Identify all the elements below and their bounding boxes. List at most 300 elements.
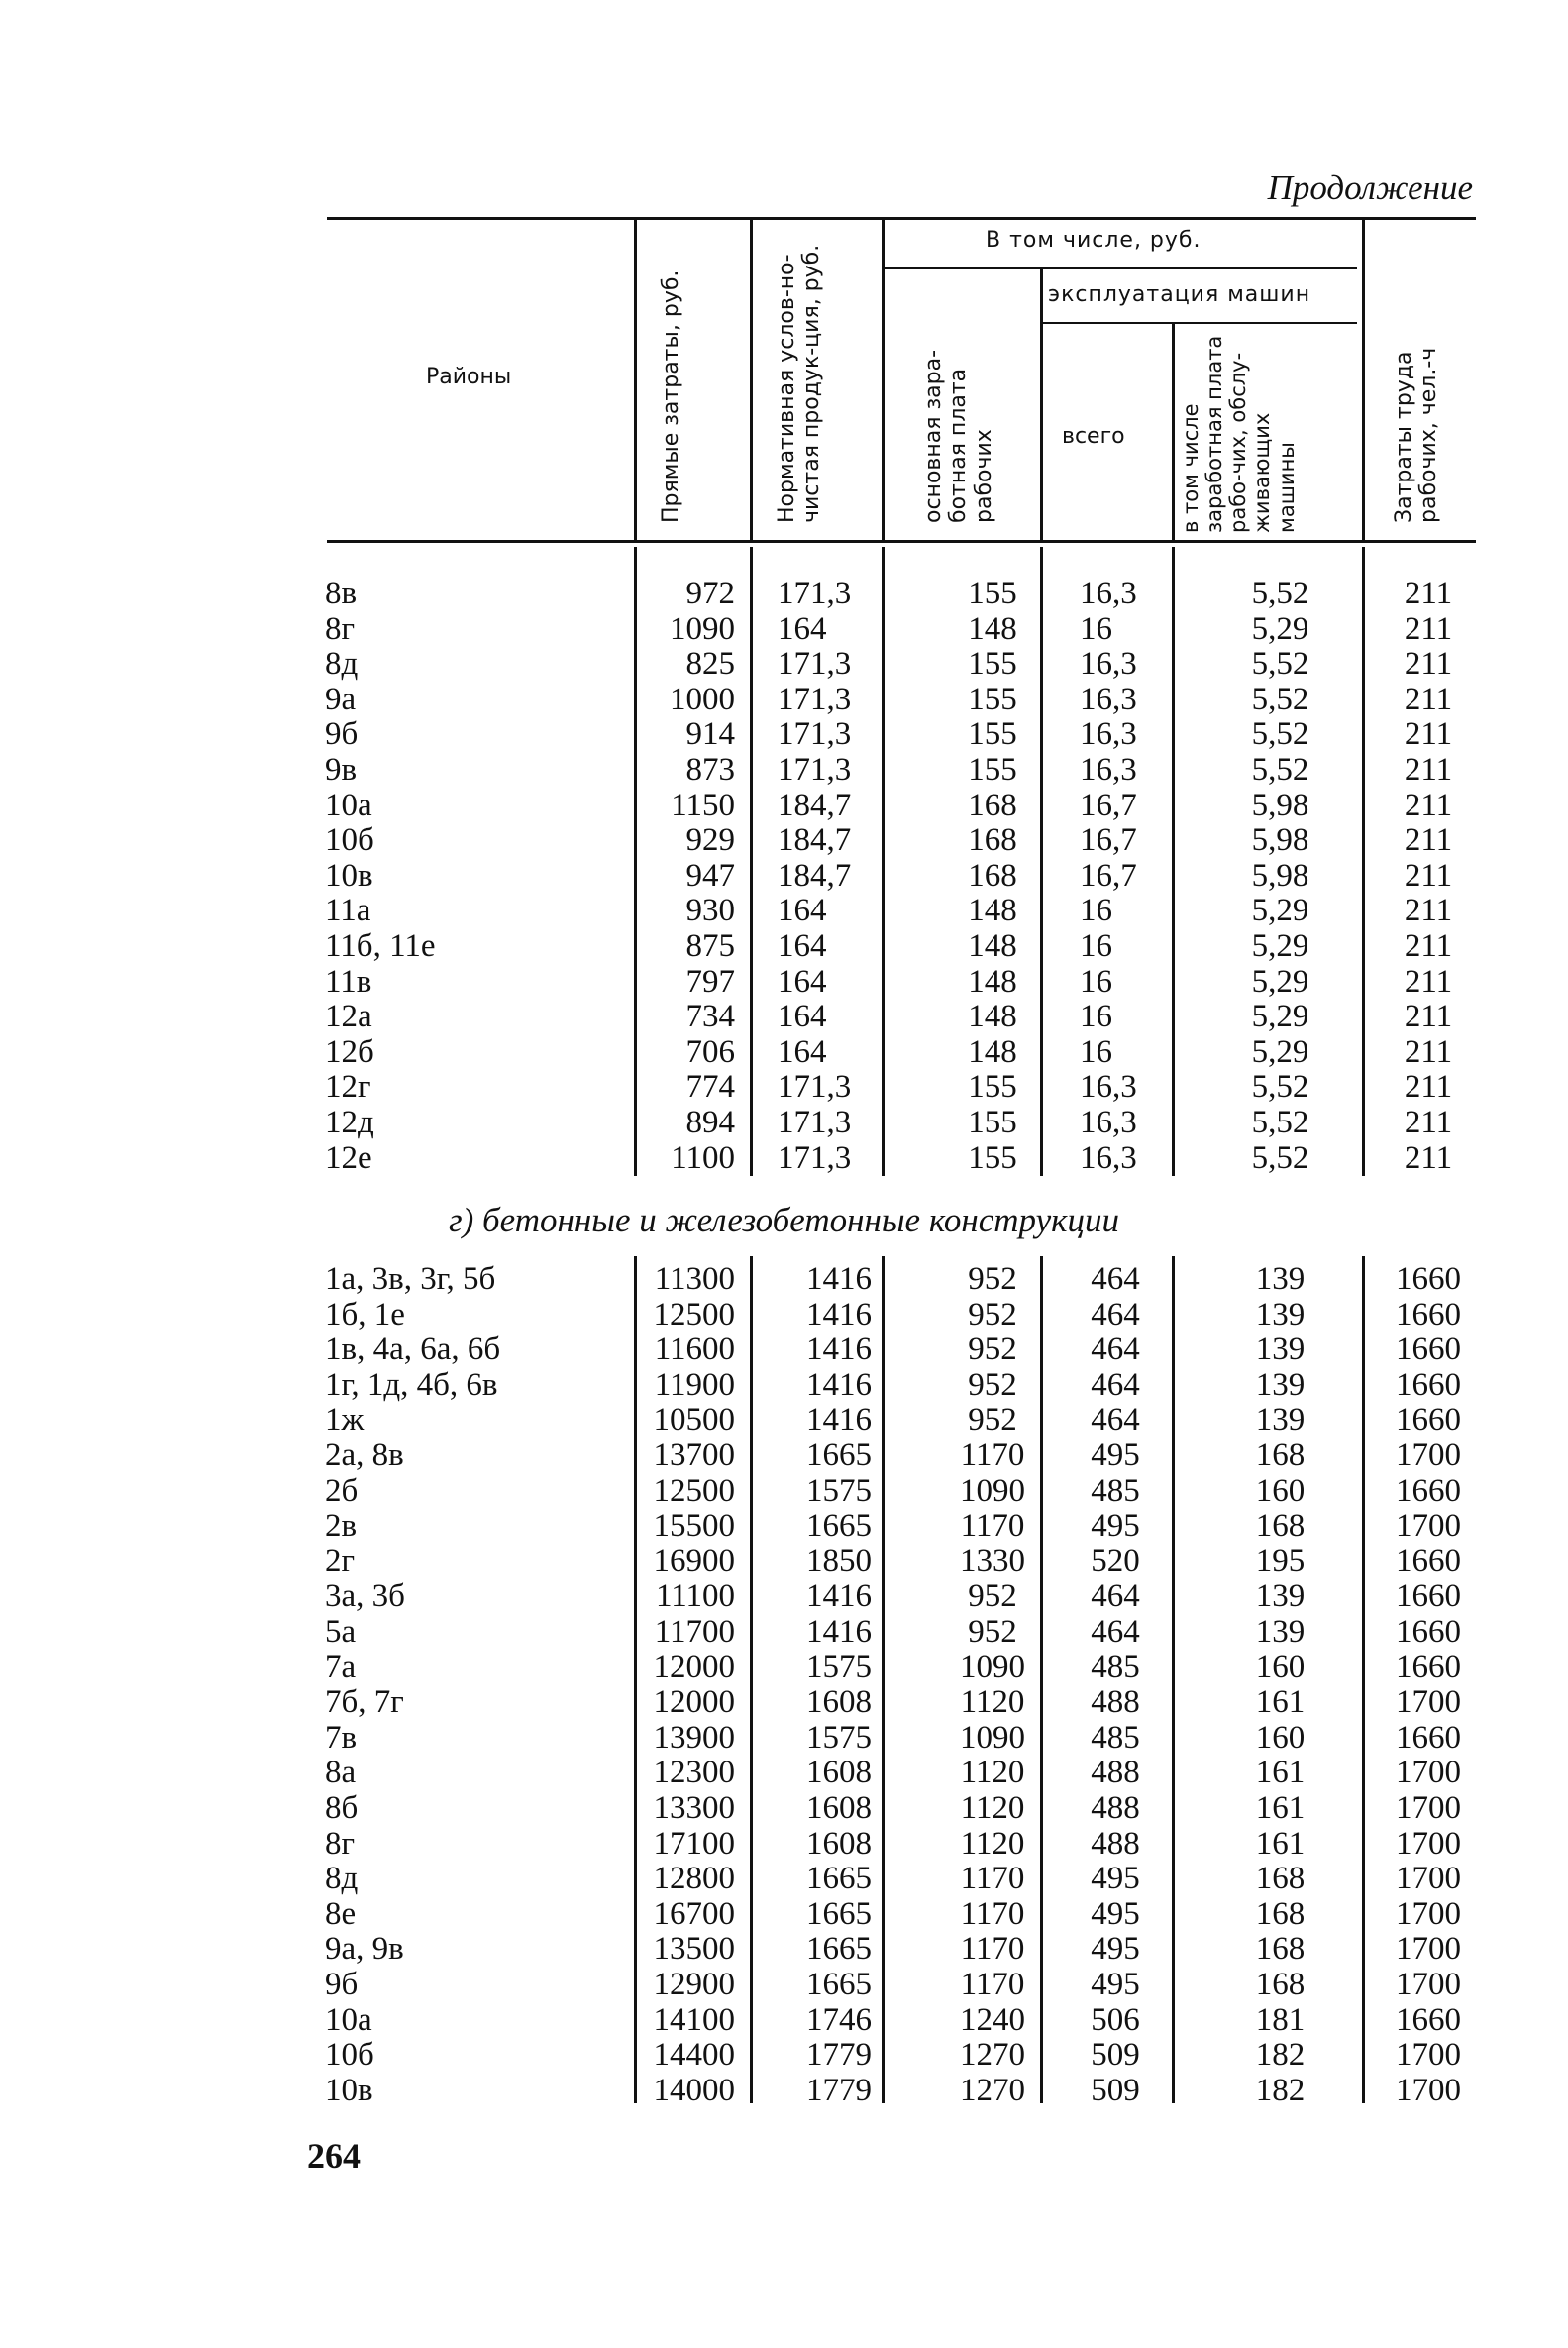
basic-wages-cell: 168 bbox=[968, 857, 1017, 894]
region-cell: 1а, 3в, 3г, 5б bbox=[325, 1261, 496, 1297]
labor-costs-cell: 211 bbox=[1404, 787, 1453, 823]
direct-costs-cell: 1000 bbox=[670, 681, 735, 717]
normative-product-cell: 164 bbox=[778, 928, 827, 964]
machine-wages-cell: 5,29 bbox=[1251, 893, 1309, 929]
basic-wages-cell: 1170 bbox=[960, 1861, 1025, 1897]
region-cell: 8б bbox=[325, 1790, 359, 1826]
machine-wages-cell: 160 bbox=[1255, 1472, 1306, 1509]
labor-costs-cell: 211 bbox=[1404, 646, 1453, 683]
machine-total-cell: 16,3 bbox=[1080, 1105, 1137, 1140]
table-row bbox=[0, 1756, 1568, 1791]
normative-product-cell: 1416 bbox=[806, 1261, 872, 1297]
header-direct-costs: Прямые затраты, руб. bbox=[659, 269, 683, 523]
table-row bbox=[0, 823, 1568, 859]
region-cell: 7а bbox=[325, 1649, 357, 1685]
direct-costs-cell: 706 bbox=[685, 1033, 735, 1070]
header-including: В том числе, руб. bbox=[986, 228, 1202, 253]
machine-wages-cell: 5,29 bbox=[1251, 963, 1309, 1000]
region-cell: 5а bbox=[325, 1614, 357, 1650]
labor-costs-cell: 211 bbox=[1404, 752, 1453, 788]
basic-wages-cell: 1170 bbox=[960, 1931, 1025, 1968]
basic-wages-cell: 1170 bbox=[960, 1438, 1025, 1473]
basic-wages-cell: 1090 bbox=[960, 1472, 1025, 1509]
machine-wages-cell: 5,98 bbox=[1251, 822, 1309, 859]
normative-product-cell: 1416 bbox=[806, 1296, 872, 1333]
table-row bbox=[0, 1968, 1568, 2003]
machine-wages-cell: 5,52 bbox=[1251, 576, 1309, 611]
labor-costs-cell: 1700 bbox=[1396, 1967, 1461, 2002]
machine-wages-cell: 161 bbox=[1255, 1825, 1306, 1862]
table-row bbox=[0, 1403, 1568, 1439]
machine-total-cell: 509 bbox=[1091, 2072, 1140, 2108]
machine-total-cell: 495 bbox=[1091, 1967, 1140, 2002]
basic-wages-cell: 148 bbox=[968, 963, 1017, 1000]
labor-costs-cell: 1700 bbox=[1396, 1861, 1461, 1897]
table-row bbox=[0, 1035, 1568, 1071]
machine-wages-cell: 161 bbox=[1255, 1755, 1306, 1791]
normative-product-cell: 1416 bbox=[806, 1366, 872, 1403]
basic-wages-cell: 155 bbox=[968, 1105, 1017, 1140]
machine-wages-cell: 168 bbox=[1255, 1438, 1306, 1473]
basic-wages-cell: 1120 bbox=[960, 1755, 1025, 1791]
basic-wages-cell: 148 bbox=[968, 893, 1017, 929]
machine-total-cell: 16,3 bbox=[1080, 681, 1137, 717]
machine-wages-cell: 181 bbox=[1255, 2001, 1306, 2038]
table-row bbox=[0, 577, 1568, 612]
basic-wages-cell: 952 bbox=[968, 1366, 1017, 1403]
normative-product-cell: 184,7 bbox=[778, 822, 852, 859]
machine-total-cell: 16,7 bbox=[1080, 822, 1137, 859]
basic-wages-cell: 155 bbox=[968, 681, 1017, 717]
labor-costs-cell: 1700 bbox=[1396, 1508, 1461, 1545]
normative-product-cell: 164 bbox=[778, 1033, 827, 1070]
direct-costs-cell: 1150 bbox=[671, 787, 735, 823]
basic-wages-cell: 155 bbox=[968, 1069, 1017, 1106]
machine-wages-cell: 5,52 bbox=[1251, 646, 1309, 683]
machine-wages-cell: 168 bbox=[1255, 1508, 1306, 1545]
labor-costs-cell: 211 bbox=[1404, 610, 1453, 647]
labor-costs-cell: 211 bbox=[1404, 1139, 1453, 1176]
direct-costs-cell: 947 bbox=[685, 857, 735, 894]
direct-costs-cell: 972 bbox=[685, 576, 735, 611]
machine-total-cell: 16,3 bbox=[1080, 646, 1137, 683]
table-row bbox=[0, 1897, 1568, 1933]
machine-total-cell: 464 bbox=[1091, 1296, 1140, 1333]
normative-product-cell: 1850 bbox=[806, 1543, 872, 1579]
basic-wages-cell: 155 bbox=[968, 576, 1017, 611]
header-bottom-rule bbox=[327, 540, 1476, 543]
region-cell: 8д bbox=[325, 646, 359, 683]
region-cell: 11в bbox=[325, 963, 372, 1000]
header-including-wages: в том числе заработная плата рабо-чих, обслу-живающих машины bbox=[1179, 335, 1299, 533]
machine-total-cell: 464 bbox=[1091, 1261, 1140, 1297]
region-cell: 10б bbox=[325, 822, 374, 859]
basic-wages-cell: 952 bbox=[968, 1578, 1017, 1615]
machine-wages-cell: 139 bbox=[1255, 1578, 1306, 1615]
machine-total-cell: 485 bbox=[1091, 1649, 1140, 1685]
machine-wages-cell: 168 bbox=[1255, 1895, 1306, 1932]
normative-product-cell: 171,3 bbox=[778, 1069, 852, 1106]
basic-wages-cell: 1120 bbox=[960, 1684, 1025, 1721]
direct-costs-cell: 12000 bbox=[653, 1684, 735, 1721]
normative-product-cell: 1779 bbox=[806, 2037, 872, 2074]
machine-wages-cell: 5,29 bbox=[1251, 610, 1309, 647]
region-cell: 9в bbox=[325, 752, 358, 788]
machine-wages-cell: 5,52 bbox=[1251, 716, 1309, 753]
normative-product-cell: 184,7 bbox=[778, 857, 852, 894]
machine-wages-cell: 5,98 bbox=[1251, 787, 1309, 823]
labor-costs-cell: 1660 bbox=[1396, 1261, 1461, 1297]
labor-costs-cell: 211 bbox=[1404, 681, 1453, 717]
table-row bbox=[0, 1368, 1568, 1404]
machine-wages-cell: 5,52 bbox=[1251, 681, 1309, 717]
machine-total-cell: 16 bbox=[1080, 893, 1112, 929]
machine-total-cell: 506 bbox=[1091, 2001, 1140, 2038]
direct-costs-cell: 14100 bbox=[653, 2001, 735, 2038]
direct-costs-cell: 11700 bbox=[654, 1614, 735, 1650]
direct-costs-cell: 11300 bbox=[654, 1261, 735, 1297]
normative-product-cell: 171,3 bbox=[778, 1139, 852, 1176]
machine-total-cell: 16 bbox=[1080, 610, 1112, 647]
table-row bbox=[0, 859, 1568, 895]
machine-wages-cell: 5,52 bbox=[1251, 1069, 1309, 1106]
hdr-vline-6 bbox=[1362, 220, 1365, 540]
normative-product-cell: 164 bbox=[778, 893, 827, 929]
table-row bbox=[0, 1439, 1568, 1474]
region-cell: 12г bbox=[325, 1069, 371, 1106]
labor-costs-cell: 211 bbox=[1404, 1105, 1453, 1140]
region-cell: 1в, 4а, 6а, 6б bbox=[325, 1332, 501, 1368]
labor-costs-cell: 211 bbox=[1404, 576, 1453, 611]
machine-wages-cell: 5,52 bbox=[1251, 1139, 1309, 1176]
labor-costs-cell: 1700 bbox=[1396, 1825, 1461, 1862]
region-cell: 8д bbox=[325, 1861, 359, 1897]
labor-costs-cell: 1660 bbox=[1396, 2001, 1461, 2038]
direct-costs-cell: 13500 bbox=[653, 1931, 735, 1968]
normative-product-cell: 184,7 bbox=[778, 787, 852, 823]
basic-wages-cell: 148 bbox=[968, 1033, 1017, 1070]
region-cell: 9а, 9в bbox=[325, 1931, 404, 1968]
normative-product-cell: 1608 bbox=[806, 1755, 872, 1791]
machine-total-cell: 485 bbox=[1091, 1472, 1140, 1509]
normative-product-cell: 171,3 bbox=[778, 681, 852, 717]
table-row bbox=[0, 965, 1568, 1001]
labor-costs-cell: 1660 bbox=[1396, 1296, 1461, 1333]
labor-costs-cell: 211 bbox=[1404, 822, 1453, 859]
direct-costs-cell: 12000 bbox=[653, 1649, 735, 1685]
normative-product-cell: 1665 bbox=[806, 1861, 872, 1897]
direct-costs-cell: 12800 bbox=[653, 1861, 735, 1897]
region-cell: 12д bbox=[325, 1105, 374, 1140]
direct-costs-cell: 12500 bbox=[653, 1296, 735, 1333]
normative-product-cell: 171,3 bbox=[778, 576, 852, 611]
hdr-vline-4 bbox=[1040, 269, 1043, 540]
labor-costs-cell: 1660 bbox=[1396, 1366, 1461, 1403]
page-number: 264 bbox=[307, 2136, 361, 2176]
region-cell: 1б, 1е bbox=[325, 1296, 405, 1333]
region-cell: 8в bbox=[325, 576, 358, 611]
normative-product-cell: 171,3 bbox=[778, 716, 852, 753]
machine-wages-cell: 168 bbox=[1255, 1967, 1306, 2002]
region-cell: 8е bbox=[325, 1895, 357, 1932]
machine-total-cell: 464 bbox=[1091, 1366, 1140, 1403]
basic-wages-cell: 168 bbox=[968, 787, 1017, 823]
direct-costs-cell: 875 bbox=[685, 928, 735, 964]
labor-costs-cell: 1660 bbox=[1396, 1472, 1461, 1509]
machine-total-cell: 16 bbox=[1080, 1033, 1112, 1070]
table-row bbox=[0, 1685, 1568, 1721]
basic-wages-cell: 1270 bbox=[960, 2037, 1025, 2074]
region-cell: 3а, 3б bbox=[325, 1578, 405, 1615]
direct-costs-cell: 774 bbox=[685, 1069, 735, 1106]
machine-total-cell: 495 bbox=[1091, 1438, 1140, 1473]
normative-product-cell: 1665 bbox=[806, 1895, 872, 1932]
region-cell: 10а bbox=[325, 2001, 372, 2038]
table-row bbox=[0, 753, 1568, 789]
direct-costs-cell: 825 bbox=[685, 646, 735, 683]
labor-costs-cell: 1660 bbox=[1396, 1578, 1461, 1615]
labor-costs-cell: 1700 bbox=[1396, 1790, 1461, 1826]
machine-total-cell: 485 bbox=[1091, 1719, 1140, 1756]
table-row bbox=[0, 1000, 1568, 1035]
normative-product-cell: 1608 bbox=[806, 1684, 872, 1721]
normative-product-cell: 164 bbox=[778, 999, 827, 1035]
table-row bbox=[0, 647, 1568, 683]
direct-costs-cell: 13300 bbox=[653, 1790, 735, 1826]
direct-costs-cell: 734 bbox=[685, 999, 735, 1035]
labor-costs-cell: 211 bbox=[1404, 963, 1453, 1000]
machine-total-cell: 509 bbox=[1091, 2037, 1140, 2074]
basic-wages-cell: 1240 bbox=[960, 2001, 1025, 2038]
hdr-vline-3 bbox=[882, 220, 885, 540]
machine-wages-cell: 139 bbox=[1255, 1366, 1306, 1403]
region-cell: 11б, 11е bbox=[325, 928, 436, 964]
machine-wages-cell: 5,52 bbox=[1251, 1105, 1309, 1140]
continuation-label: Продолжение bbox=[1267, 168, 1473, 207]
direct-costs-cell: 16900 bbox=[653, 1543, 735, 1579]
normative-product-cell: 1665 bbox=[806, 1438, 872, 1473]
basic-wages-cell: 952 bbox=[968, 1402, 1017, 1439]
region-cell: 9б bbox=[325, 1967, 359, 2002]
machine-total-cell: 488 bbox=[1091, 1755, 1140, 1791]
normative-product-cell: 171,3 bbox=[778, 1105, 852, 1140]
region-cell: 10в bbox=[325, 857, 373, 894]
labor-costs-cell: 211 bbox=[1404, 857, 1453, 894]
direct-costs-cell: 11600 bbox=[654, 1332, 735, 1368]
machine-total-cell: 464 bbox=[1091, 1332, 1140, 1368]
machine-wages-cell: 5,29 bbox=[1251, 928, 1309, 964]
normative-product-cell: 1575 bbox=[806, 1472, 872, 1509]
basic-wages-cell: 952 bbox=[968, 1614, 1017, 1650]
normative-product-cell: 1575 bbox=[806, 1719, 872, 1756]
basic-wages-cell: 952 bbox=[968, 1332, 1017, 1368]
basic-wages-cell: 1090 bbox=[960, 1649, 1025, 1685]
table-row bbox=[0, 1615, 1568, 1651]
header-normative-product: Нормативная услов-но-чистая продук-ция, руб. bbox=[775, 244, 825, 523]
machine-total-cell: 16 bbox=[1080, 999, 1112, 1035]
table-row bbox=[0, 1070, 1568, 1106]
machine-wages-cell: 161 bbox=[1255, 1684, 1306, 1721]
machine-wages-cell: 139 bbox=[1255, 1261, 1306, 1297]
basic-wages-cell: 168 bbox=[968, 822, 1017, 859]
table-row bbox=[0, 1579, 1568, 1615]
labor-costs-cell: 1660 bbox=[1396, 1332, 1461, 1368]
machine-total-cell: 495 bbox=[1091, 1895, 1140, 1932]
region-cell: 2в bbox=[325, 1508, 358, 1545]
machine-wages-cell: 161 bbox=[1255, 1790, 1306, 1826]
direct-costs-cell: 15500 bbox=[653, 1508, 735, 1545]
labor-costs-cell: 1700 bbox=[1396, 1684, 1461, 1721]
basic-wages-cell: 148 bbox=[968, 928, 1017, 964]
machine-wages-cell: 139 bbox=[1255, 1402, 1306, 1439]
direct-costs-cell: 1100 bbox=[671, 1139, 735, 1176]
machine-wages-cell: 5,98 bbox=[1251, 857, 1309, 894]
machine-wages-cell: 182 bbox=[1255, 2072, 1306, 2108]
region-cell: 7в bbox=[325, 1719, 358, 1756]
basic-wages-cell: 1270 bbox=[960, 2072, 1025, 2108]
direct-costs-cell: 929 bbox=[685, 822, 735, 859]
direct-costs-cell: 14000 bbox=[653, 2072, 735, 2108]
basic-wages-cell: 155 bbox=[968, 1139, 1017, 1176]
machine-wages-cell: 5,29 bbox=[1251, 1033, 1309, 1070]
normative-product-cell: 1746 bbox=[806, 2001, 872, 2038]
machine-total-cell: 16 bbox=[1080, 963, 1112, 1000]
normative-product-cell: 1416 bbox=[806, 1578, 872, 1615]
direct-costs-cell: 11900 bbox=[654, 1366, 735, 1403]
machine-wages-cell: 139 bbox=[1255, 1614, 1306, 1650]
labor-costs-cell: 1660 bbox=[1396, 1719, 1461, 1756]
normative-product-cell: 1665 bbox=[806, 1967, 872, 2002]
region-cell: 2б bbox=[325, 1472, 359, 1509]
direct-costs-cell: 11100 bbox=[655, 1578, 735, 1615]
machine-wages-cell: 5,52 bbox=[1251, 752, 1309, 788]
basic-wages-cell: 1120 bbox=[960, 1825, 1025, 1862]
labor-costs-cell: 1700 bbox=[1396, 1931, 1461, 1968]
table-top-rule bbox=[327, 217, 1476, 220]
hdr-vline-2 bbox=[750, 220, 753, 540]
basic-wages-cell: 148 bbox=[968, 999, 1017, 1035]
normative-product-cell: 1575 bbox=[806, 1649, 872, 1685]
table-row bbox=[0, 612, 1568, 648]
normative-product-cell: 1608 bbox=[806, 1825, 872, 1862]
basic-wages-cell: 1170 bbox=[960, 1508, 1025, 1545]
table-row bbox=[0, 1106, 1568, 1141]
table-row bbox=[0, 1932, 1568, 1968]
header-total: всего bbox=[1062, 424, 1125, 449]
table-row bbox=[0, 1721, 1568, 1757]
normative-product-cell: 1665 bbox=[806, 1931, 872, 1968]
labor-costs-cell: 1700 bbox=[1396, 1755, 1461, 1791]
machine-wages-cell: 182 bbox=[1255, 2037, 1306, 2074]
direct-costs-cell: 13700 bbox=[653, 1438, 735, 1473]
machine-wages-cell: 160 bbox=[1255, 1719, 1306, 1756]
normative-product-cell: 164 bbox=[778, 610, 827, 647]
basic-wages-cell: 1330 bbox=[960, 1543, 1025, 1579]
region-cell: 10б bbox=[325, 2037, 374, 2074]
labor-costs-cell: 211 bbox=[1404, 1033, 1453, 1070]
normative-product-cell: 1416 bbox=[806, 1614, 872, 1650]
machine-total-cell: 495 bbox=[1091, 1931, 1140, 1968]
labor-costs-cell: 1700 bbox=[1396, 2037, 1461, 2074]
labor-costs-cell: 1660 bbox=[1396, 1402, 1461, 1439]
direct-costs-cell: 12900 bbox=[653, 1967, 735, 2002]
table-row bbox=[0, 1827, 1568, 1863]
direct-costs-cell: 10500 bbox=[653, 1402, 735, 1439]
table-row bbox=[0, 1862, 1568, 1897]
table-row bbox=[0, 1651, 1568, 1686]
labor-costs-cell: 211 bbox=[1404, 1069, 1453, 1106]
direct-costs-cell: 894 bbox=[685, 1105, 735, 1140]
machine-total-cell: 16 bbox=[1080, 928, 1112, 964]
machine-total-cell: 16,3 bbox=[1080, 576, 1137, 611]
labor-costs-cell: 211 bbox=[1404, 716, 1453, 753]
basic-wages-cell: 155 bbox=[968, 646, 1017, 683]
machine-total-cell: 16,7 bbox=[1080, 787, 1137, 823]
table-row bbox=[0, 1474, 1568, 1510]
table-row bbox=[0, 929, 1568, 965]
machine-total-cell: 16,7 bbox=[1080, 857, 1137, 894]
direct-costs-cell: 17100 bbox=[653, 1825, 735, 1862]
direct-costs-cell: 930 bbox=[685, 893, 735, 929]
region-cell: 1г, 1д, 4б, 6в bbox=[325, 1366, 498, 1403]
labor-costs-cell: 1660 bbox=[1396, 1649, 1461, 1685]
direct-costs-cell: 12300 bbox=[653, 1755, 735, 1791]
table-row bbox=[0, 1141, 1568, 1177]
basic-wages-cell: 952 bbox=[968, 1261, 1017, 1297]
region-cell: 2г bbox=[325, 1543, 356, 1579]
hdr-vline-1 bbox=[634, 220, 637, 540]
region-cell: 2а, 8в bbox=[325, 1438, 404, 1473]
labor-costs-cell: 211 bbox=[1404, 893, 1453, 929]
region-cell: 9б bbox=[325, 716, 359, 753]
machine-total-cell: 520 bbox=[1091, 1543, 1140, 1579]
basic-wages-cell: 1120 bbox=[960, 1790, 1025, 1826]
basic-wages-cell: 1170 bbox=[960, 1895, 1025, 1932]
basic-wages-cell: 1170 bbox=[960, 1967, 1025, 2002]
machine-total-cell: 464 bbox=[1091, 1402, 1140, 1439]
machine-wages-cell: 160 bbox=[1255, 1649, 1306, 1685]
machine-total-cell: 495 bbox=[1091, 1508, 1140, 1545]
labor-costs-cell: 1700 bbox=[1396, 1438, 1461, 1473]
machine-wages-cell: 168 bbox=[1255, 1931, 1306, 1968]
table-row bbox=[0, 683, 1568, 718]
normative-product-cell: 1608 bbox=[806, 1790, 872, 1826]
region-cell: 12а bbox=[325, 999, 372, 1035]
direct-costs-cell: 14400 bbox=[653, 2037, 735, 2074]
labor-costs-cell: 1660 bbox=[1396, 1614, 1461, 1650]
section2-title: г) бетонные и железобетонные конструкции bbox=[449, 1201, 1119, 1239]
normative-product-cell: 1665 bbox=[806, 1508, 872, 1545]
table-row bbox=[0, 2003, 1568, 2039]
table-row bbox=[0, 1262, 1568, 1298]
region-cell: 8г bbox=[325, 1825, 356, 1862]
region-cell: 11а bbox=[325, 893, 371, 929]
machine-total-cell: 16,3 bbox=[1080, 716, 1137, 753]
table-row bbox=[0, 717, 1568, 753]
header-labor-costs: Затраты труда рабочих, чел.-ч bbox=[1392, 347, 1442, 523]
machine-wages-cell: 195 bbox=[1255, 1543, 1306, 1579]
basic-wages-cell: 1090 bbox=[960, 1719, 1025, 1756]
machine-total-cell: 488 bbox=[1091, 1790, 1140, 1826]
normative-product-cell: 164 bbox=[778, 963, 827, 1000]
table-row bbox=[0, 1509, 1568, 1545]
region-cell: 10в bbox=[325, 2072, 373, 2108]
basic-wages-cell: 155 bbox=[968, 752, 1017, 788]
header-basic-wages: основная зара-ботная плата рабочих bbox=[921, 349, 996, 523]
region-cell: 12е bbox=[325, 1139, 372, 1176]
direct-costs-cell: 12500 bbox=[653, 1472, 735, 1509]
region-cell: 1ж bbox=[325, 1402, 365, 1439]
